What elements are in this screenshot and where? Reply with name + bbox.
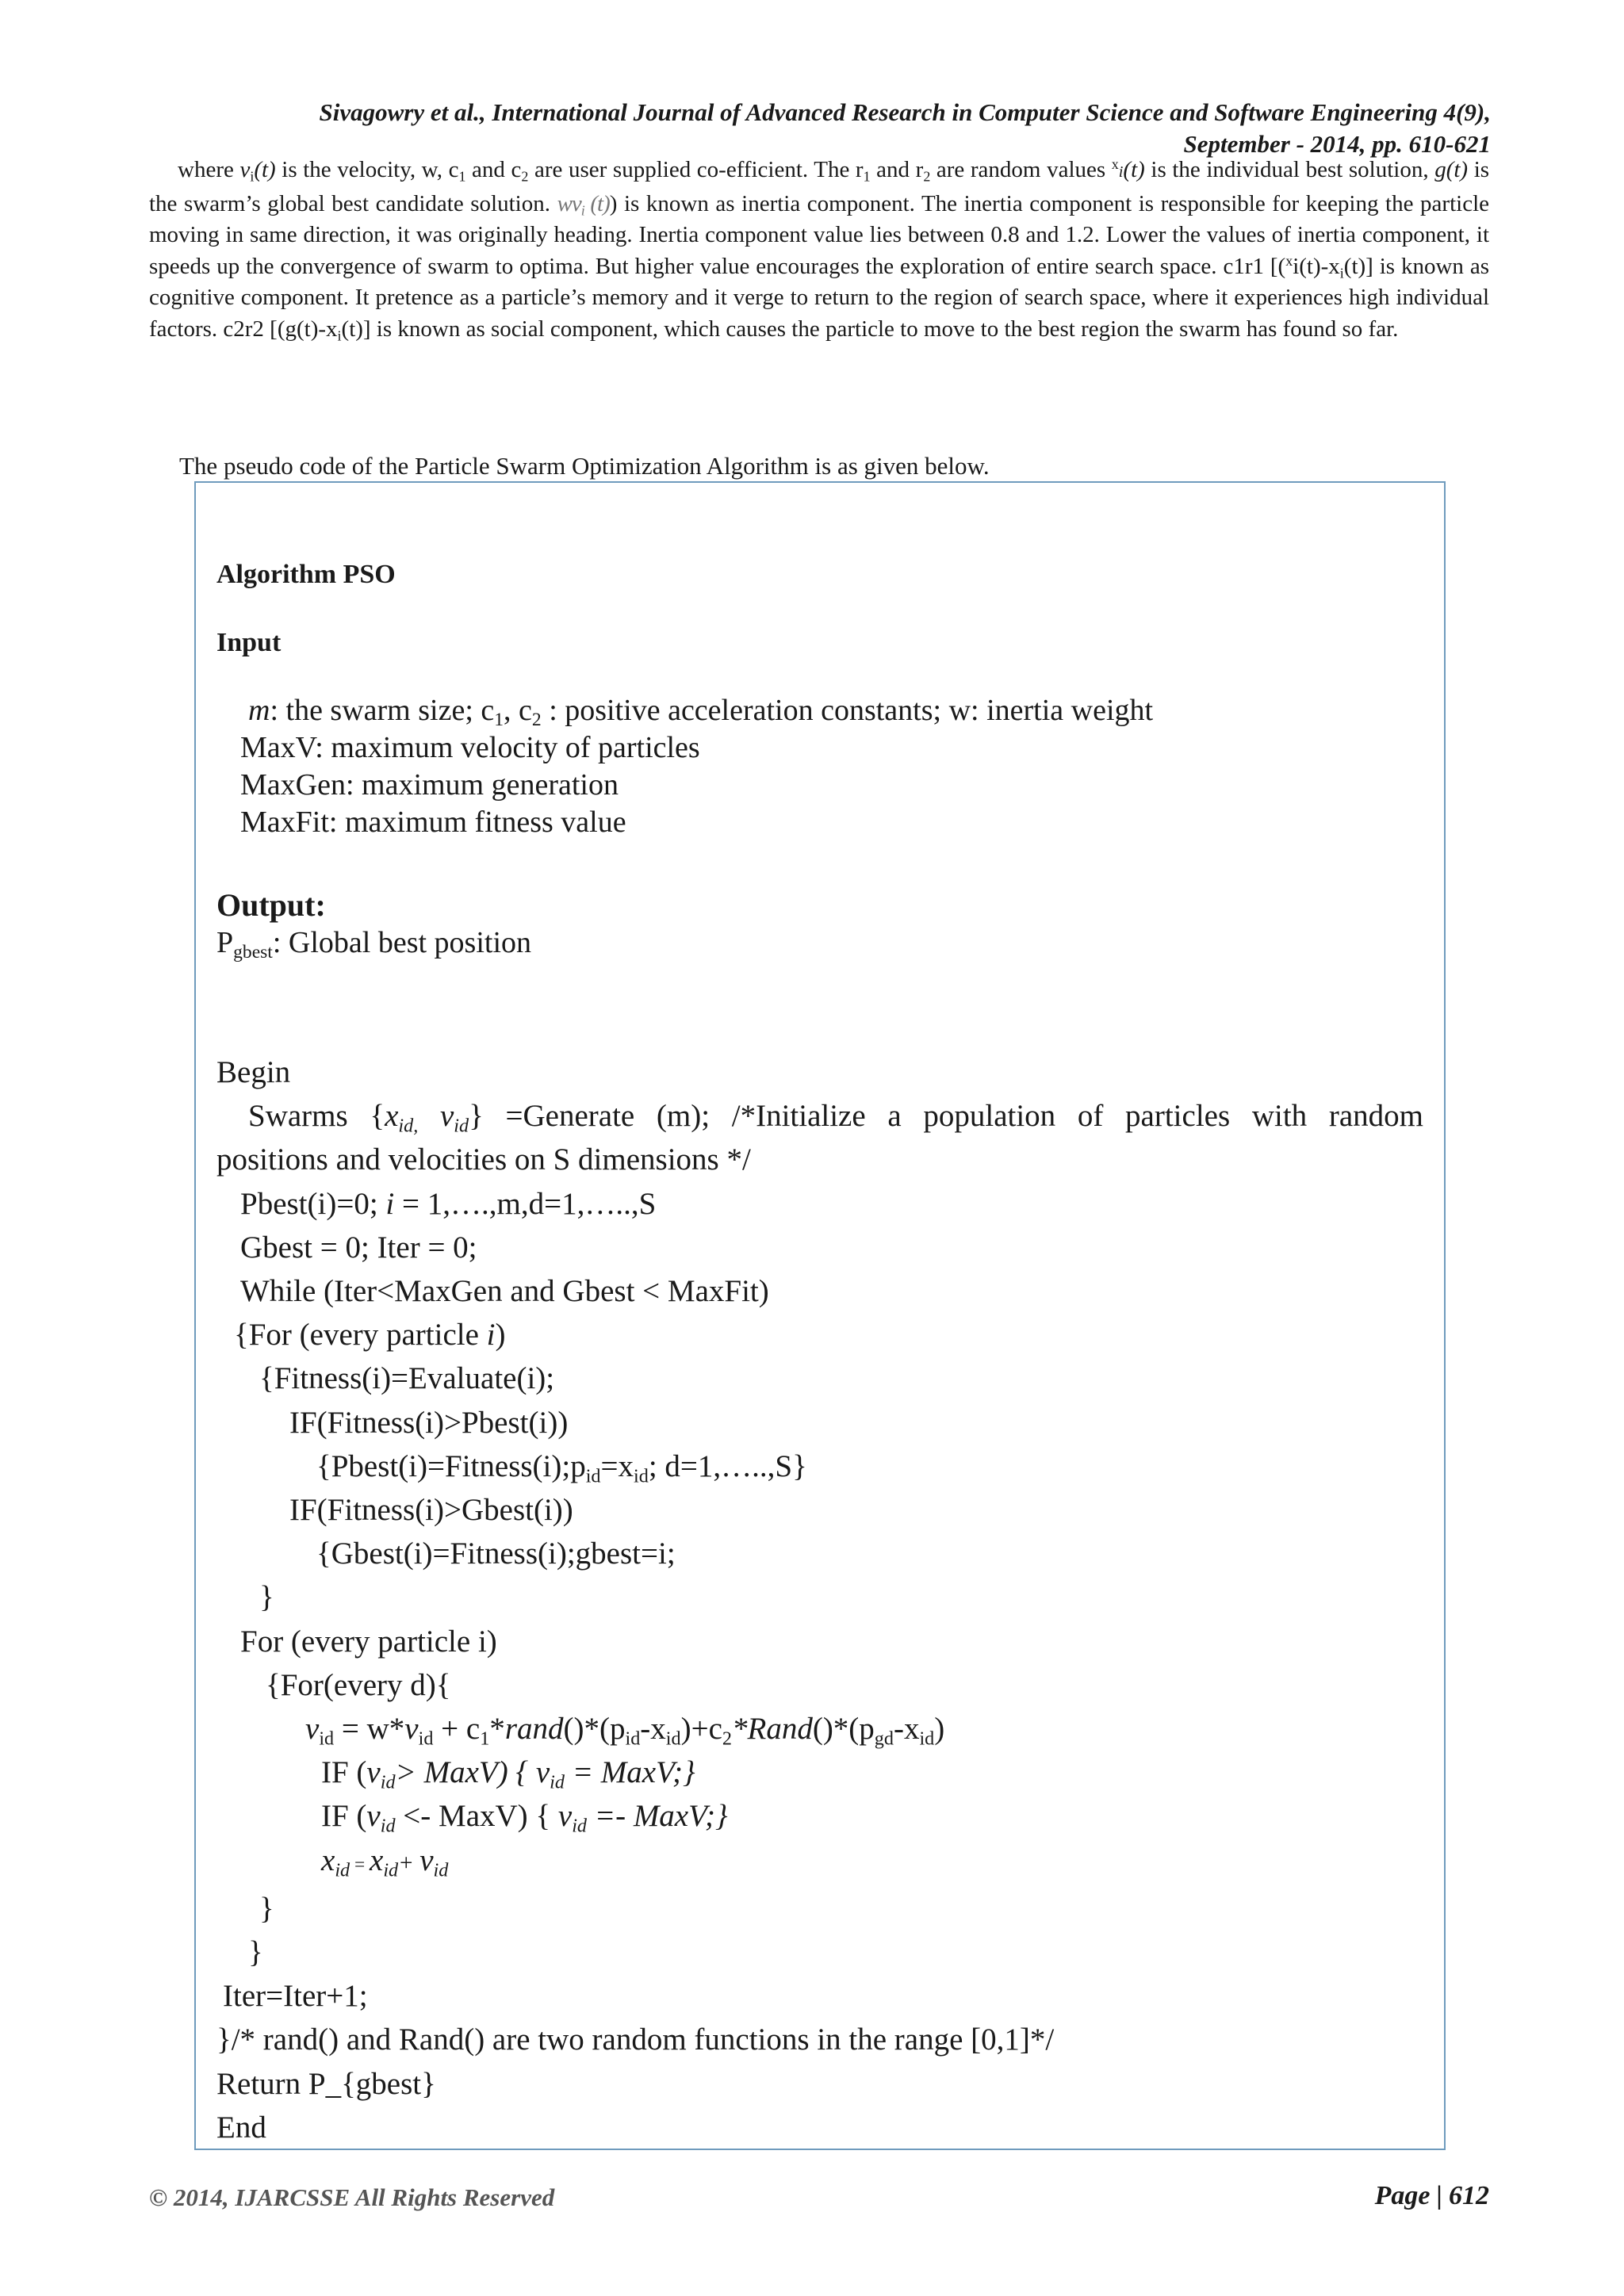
algorithm-title: Algorithm PSO [216,560,396,589]
algorithm-content [216,559,1423,2149]
input-item: MaxFit: maximum fitness value [240,806,626,839]
page-number: Page | 612 [1374,2181,1489,2210]
body-paragraph [149,155,1489,345]
code-line: $v_{id} = w*v_{id}$ + $c_1*rand()*(p_{id}-x_{id})+c_2*Rand()*(p_{gd}-x_{id})$ [305,1712,945,1750]
algorithm-box [194,481,1446,2150]
inertia-formula-image: $wv_i$ (t) [557,190,610,218]
input-item: MaxV: maximum velocity of particles [240,731,700,764]
input-item: m: the swarm size; $c_1$, $c_2$ : positive acceleration constants; w: inertia weight [248,694,1154,731]
code-line: IF(Fitness(i)>Pbest(i)) [289,1405,569,1440]
code-line: End [216,2110,266,2145]
paragraph-text: where $v_i(t)$ is the velocity, w, $c_1$ and $c_2$ are user supplied co-efficient. The $r_1$ and $r_2$ are random values $^x$i(t) is the individual best solution, g(t) is the swarm’s global best candidate solution. $wv_i$ (t)) is known as inertia component. The inertia component is responsible for keeping the particle moving in same direction, it was originally heading. Inertia component value lies between 0.8 and 1.2. Lower the values of inertia component, it speeds up the convergence of swarm to optima. But higher value encourages the exploration of entire search space. c1r1 [$(^xi(t)-x_i(t)]$ is known as cognitive component. It pretence as a particle’s memory and it verge to return to the region of search space, where it experiences high individual factors. c2r2 [$(g(t)-x_i(t)]$ is known as social component, which causes the particle to move to the best region the swarm has found so far. [149,156,1490,343]
code-line: {For (every particle i) [234,1318,506,1353]
code-line: Pbest(i)=0; i = 1,….,m,d=1,…..,S [240,1186,657,1221]
code-line: {Fitness(i)=Evaluate(i); [259,1361,555,1396]
header-line-1: Sivagowry et al., International Journal of Advanced Research in Computer Science and Software Engineering 4(9), [319,98,1491,126]
code-line: IF(Fitness(i)>Gbest(i)) [289,1493,573,1528]
code-line: $x_{id} = x_{id}+ v_{id}$ [321,1843,449,1881]
code-line: IF ($v_{id}$ <- MaxV) { $v_{id}$ =- MaxV;} [321,1799,728,1837]
code-line: }/* rand() and Rand() are two random functions in the range [0,1]*/ [216,2022,1055,2057]
code-line: positions and velocities on S dimensions */ [216,1142,751,1177]
input-list [216,692,1423,841]
pseudo-code [216,1050,1423,2149]
code-line: {$Pbest(i)=Fitness(i);p_{id}=x_{id}$; d=1,…..,S} [316,1448,807,1487]
code-line: {For(every d){ [266,1667,451,1702]
input-item: MaxGen: maximum generation [240,768,619,802]
output-heading: Output: [216,887,326,923]
code-line: While (Iter<MaxGen and Gbest < MaxFit) [240,1274,769,1309]
journal-header [151,97,1491,160]
header-line-2: September - 2014, pp. 610-621 [1183,130,1491,158]
code-line: Return P_{gbest} [216,2066,436,2101]
code-line: } [259,1891,274,1926]
code-line: Gbest = 0; Iter = 0; [240,1230,477,1265]
input-heading: Input [216,628,282,657]
pseudo-code-intro: The pseudo code of the Particle Swarm Optimization Algorithm is as given below. [179,452,990,480]
code-line: Swarms {$x_{id,}$ $v_{id}$} =Generate (m); /*Initialize a population of particles with random [248,1099,1424,1137]
code-line: } [248,1935,263,1970]
code-line: Iter=Iter+1; [223,1979,368,2014]
code-line: IF ($v_{id}>$ MaxV) { $v_{id}$ = MaxV;} [321,1755,695,1793]
code-line: Begin [216,1055,291,1089]
code-line: For (every particle i) [240,1624,497,1659]
code-line: {Gbest(i)=Fitness(i);gbest=i; [316,1536,676,1571]
code-line: } [259,1580,274,1615]
copyright-notice: © 2014, IJARCSSE All Rights Reserved [149,2183,555,2211]
output-item: $P_{gbest}$: Global best position [216,926,532,963]
